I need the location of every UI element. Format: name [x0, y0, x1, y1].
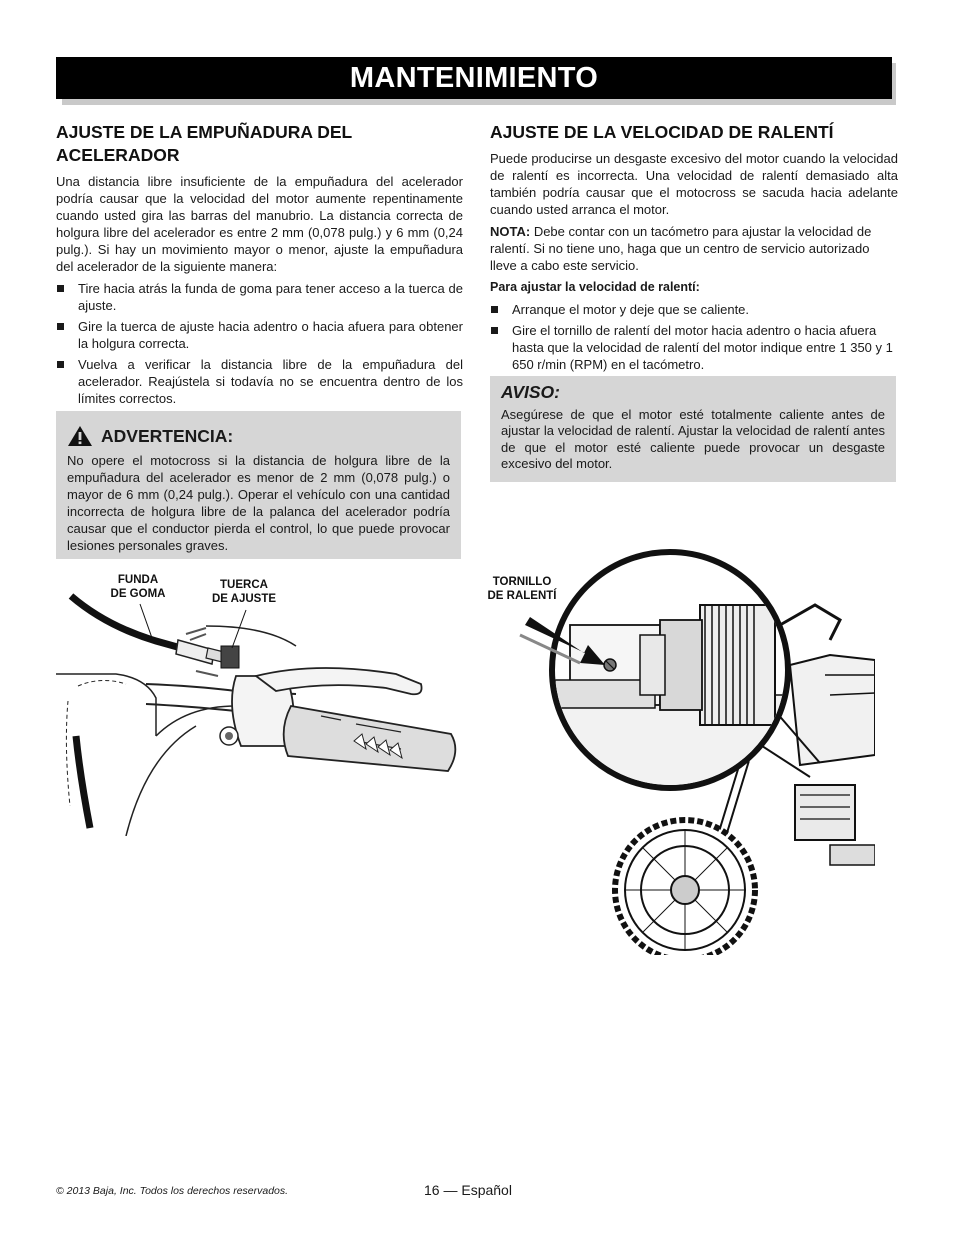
- idle-screw-illustration: [480, 545, 875, 955]
- idle-speed-note: [490, 223, 898, 274]
- notice-box: [490, 376, 896, 482]
- note-text: Debe contar con un tacómetro para ajustar la velocidad de ralentí. Si no tiene uno, haga que un centro de servicio autorizado lleve a cabo este servicio.: [490, 224, 872, 273]
- throttle-grip-illustration: [56, 566, 466, 836]
- warning-text: No opere el motocross si la distancia de holgura libre de la empuñadura del acelerador es menor de 2 mm (0,078 pulg.) o mayor de 6 mm (0,24 pulg.). Operar el vehículo con una cantidad incorrecta de holgura libre de la palanca del acelerador podría causar que el conductor pierda el control, lo que puede provocar lesiones personales graves.: [67, 453, 450, 553]
- list-item: Vuelva a verificar la distancia libre de la empuñadura del acelerador. Reajústela si todavía no se encuentra dentro de los límites correctos.: [56, 356, 463, 407]
- notice-text: Asegúrese de que el motor esté totalmente caliente antes de ajustar la velocidad de ralentí. Ajustar la velocidad de ralentí antes de que el motor esté caliente puede provocar un desgaste excesivo del motor.: [501, 406, 885, 471]
- list-item: Gire la tuerca de ajuste hacia adentro o hacia afuera para obtener la holgura correcta.: [56, 318, 463, 352]
- rubber-boot-label: FUNDA DE GOMA: [110, 574, 166, 600]
- warning-header: [67, 425, 450, 447]
- idle-speed-heading: AJUSTE DE LA VELOCIDAD DE RALENTÍ: [490, 122, 834, 142]
- page-number: 16 — Español: [424, 1182, 512, 1198]
- copyright: © 2013 Baja, Inc. Todos los derechos reservados.: [56, 1185, 289, 1197]
- list-item: Tire hacia atrás la funda de goma para tener acceso a la tuerca de ajuste.: [56, 280, 463, 314]
- throttle-grip-section: [56, 121, 463, 413]
- procedure-title: Para ajustar la velocidad de ralentí:: [490, 280, 700, 294]
- page-title: MANTENIMIENTO: [56, 57, 892, 99]
- warning-title: ADVERTENCIA:: [101, 425, 234, 446]
- idle-speed-intro: Puede producirse un desgaste excesivo del motor cuando la velocidad de ralentí es incorrecta. Una velocidad de ralentí demasiado alta también podría causar que el motocross se sacuda hacia adelante cuando usted arranca el motor.: [490, 151, 898, 217]
- throttle-grip-heading: AJUSTE DE LA EMPUÑADURA DEL ACELERADOR: [56, 122, 352, 165]
- idle-speed-steps: [490, 301, 898, 373]
- bullet-square-icon: [57, 323, 64, 330]
- bullet-square-icon: [57, 285, 64, 292]
- list-item: Arranque el motor y deje que se caliente.: [490, 301, 898, 318]
- warning-box: [56, 411, 461, 559]
- adjusting-nut-label: TUERCA DE AJUSTE: [211, 579, 277, 605]
- note-label: NOTA:: [490, 224, 531, 239]
- throttle-grip-steps: [56, 280, 463, 407]
- idle-speed-section: [490, 121, 898, 379]
- bullet-square-icon: [491, 306, 498, 313]
- idle-screw-label: TORNILLO DE RALENTÍ: [487, 576, 557, 602]
- list-item: Gire el tornillo de ralentí del motor hacia adentro o hacia afuera hasta que la velocidad de ralentí del motor indique entre 1 350 y 1 650 r/min (RPM) en el tacómetro.: [490, 322, 898, 373]
- notice-title: AVISO:: [501, 382, 560, 402]
- throttle-grip-intro: Una distancia libre insuficiente de la empuñadura del acelerador podría causar que la velocidad del motor aumente repentinamente cuando usted gira las barras del manubrio. La distancia correcta de holgura libre del acelerador es entre 2 mm (0,078 pulg.) y 6 mm (0,24 pulg.). Si hay un movimiento mayor o menor, ajuste la empuñadura del acelerador de la siguiente manera:: [56, 174, 463, 274]
- bullet-square-icon: [491, 327, 498, 334]
- warning-triangle-icon: [67, 425, 93, 447]
- bullet-square-icon: [57, 361, 64, 368]
